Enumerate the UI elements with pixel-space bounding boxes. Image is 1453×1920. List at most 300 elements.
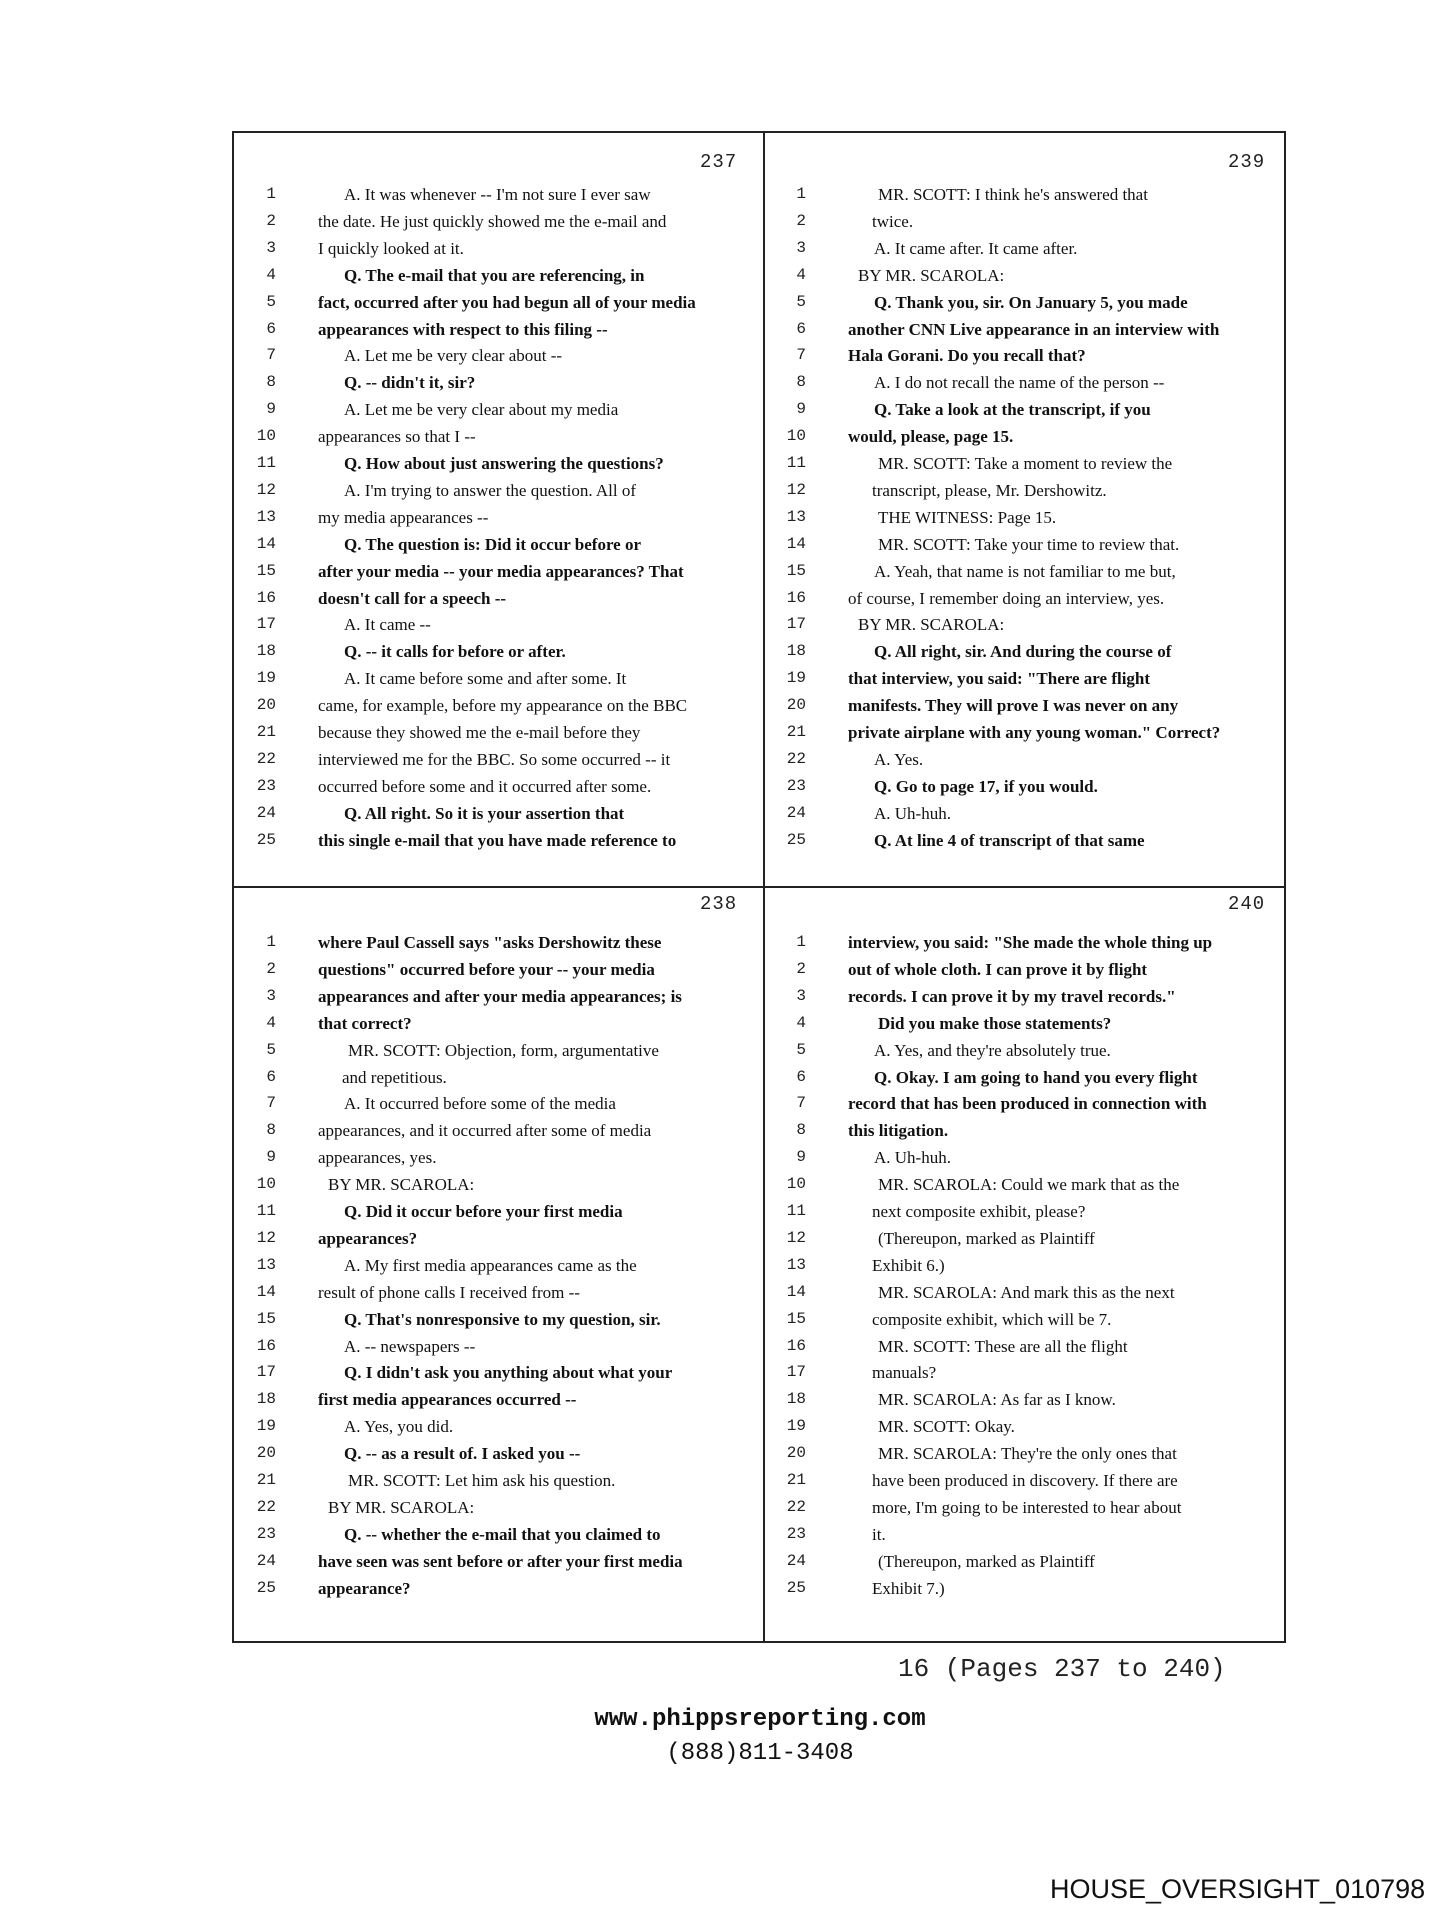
transcript-line <box>770 1548 1270 1575</box>
line-number: 22 <box>256 749 276 768</box>
line-text: Q. All right, sir. And during the course of <box>874 642 1172 662</box>
line-text: Q. -- as a result of. I asked you -- <box>344 1444 581 1464</box>
transcript-line <box>240 956 740 983</box>
line-text: came, for example, before my appearance on the BBC <box>318 696 688 716</box>
line-text: occurred before some and it occurred after some. <box>318 776 652 796</box>
line-text: this single e-mail that you have made reference to <box>318 830 677 850</box>
line-number: 18 <box>786 1390 806 1409</box>
transcript-line <box>240 665 740 692</box>
line-number: 6 <box>266 1067 276 1086</box>
line-text: Q. I didn't ask you anything about what your <box>344 1363 673 1383</box>
page-number: 240 <box>1228 893 1266 915</box>
line-text: (Thereupon, marked as Plaintiff <box>878 1228 1095 1248</box>
line-text: Q. Thank you, sir. On January 5, you made <box>874 292 1188 312</box>
line-number: 10 <box>256 1175 276 1194</box>
line-text: of course, I remember doing an interview, yes. <box>848 588 1165 608</box>
transcript-line <box>770 208 1270 235</box>
line-text: Q. Take a look at the transcript, if you <box>874 400 1151 420</box>
line-number: 19 <box>786 669 806 688</box>
transcript-line <box>770 956 1270 983</box>
line-text: A. Yes. <box>874 749 924 769</box>
line-text: appearances, yes. <box>318 1148 437 1168</box>
line-number: 20 <box>256 696 276 715</box>
line-text: next composite exhibit, please? <box>872 1202 1086 1221</box>
line-text: Q. All right. So it is your assertion that <box>344 803 625 823</box>
transcript-line <box>240 1010 740 1037</box>
transcript-line <box>770 746 1270 773</box>
line-text: MR. SCOTT: Okay. <box>878 1417 1015 1437</box>
line-number: 16 <box>256 588 276 607</box>
line-number: 9 <box>796 1148 806 1167</box>
line-number: 11 <box>786 1202 806 1220</box>
transcript-line <box>770 719 1270 746</box>
transcript-line <box>770 235 1270 262</box>
line-number: 10 <box>256 427 276 446</box>
line-text: interview, you said: "She made the whole thing up <box>848 933 1213 952</box>
transcript-line <box>770 477 1270 504</box>
line-number: 2 <box>266 211 276 230</box>
line-text: doesn't call for a speech -- <box>318 588 507 608</box>
transcript-line <box>770 1467 1270 1494</box>
transcript-line <box>240 1252 740 1279</box>
line-text: this litigation. <box>848 1121 949 1141</box>
line-number: 18 <box>256 642 276 661</box>
line-number: 12 <box>786 480 806 499</box>
line-text: where Paul Cassell says "asks Dershowitz these <box>318 933 662 952</box>
line-text: Q. The question is: Did it occur before or <box>344 534 642 554</box>
line-text: Q. The e-mail that you are referencing, in <box>344 265 645 285</box>
line-number: 19 <box>786 1417 806 1436</box>
line-number: 24 <box>786 803 806 822</box>
transcript-line <box>240 1440 740 1467</box>
transcript-line <box>240 1467 740 1494</box>
transcript-line <box>240 611 740 638</box>
transcript-line <box>770 800 1270 827</box>
transcript-line <box>770 289 1270 316</box>
transcript-line <box>240 262 740 289</box>
line-number: 1 <box>796 185 806 203</box>
transcript-line <box>240 1521 740 1548</box>
transcript-line <box>240 1333 740 1360</box>
line-number: 23 <box>256 776 276 795</box>
line-number: 25 <box>786 830 806 849</box>
line-text: MR. SCOTT: Objection, form, argumentative <box>348 1040 659 1060</box>
line-number: 2 <box>796 959 806 978</box>
line-number: 13 <box>786 507 806 526</box>
line-number: 5 <box>266 1040 276 1059</box>
line-number: 15 <box>786 1309 806 1328</box>
transcript-line <box>770 692 1270 719</box>
transcript-line <box>770 1494 1270 1521</box>
line-number: 23 <box>786 1524 806 1543</box>
line-text: Q. -- it calls for before or after. <box>344 642 566 662</box>
line-text: A. Let me be very clear about -- <box>344 346 563 366</box>
line-number: 9 <box>266 400 276 419</box>
line-number: 15 <box>256 1309 276 1328</box>
page-number: 239 <box>1228 151 1266 173</box>
line-number: 25 <box>256 830 276 849</box>
line-number: 24 <box>256 1551 276 1570</box>
line-text: MR. SCOTT: Take a moment to review the <box>878 454 1173 473</box>
transcript-line <box>240 235 740 262</box>
line-number: 1 <box>266 185 276 203</box>
horizontal-divider <box>232 886 1286 888</box>
line-text: Hala Gorani. Do you recall that? <box>848 346 1086 366</box>
transcript-line <box>240 208 740 235</box>
transcript-line <box>770 450 1270 477</box>
line-number: 1 <box>266 933 276 951</box>
transcript-line <box>240 1575 740 1602</box>
line-number: 3 <box>266 238 276 257</box>
line-text: have seen was sent before or after your first media <box>318 1551 683 1571</box>
line-text: Q. That's nonresponsive to my question, sir. <box>344 1309 661 1329</box>
line-text: fact, occurred after you had begun all of your media <box>318 292 696 312</box>
line-text: Did you make those statements? <box>878 1013 1112 1033</box>
transcript-line <box>770 1279 1270 1306</box>
line-number: 15 <box>256 561 276 580</box>
transcript-line <box>770 665 1270 692</box>
transcript-line <box>240 1117 740 1144</box>
line-number: 24 <box>786 1551 806 1570</box>
line-number: 25 <box>256 1578 276 1597</box>
transcript-line <box>240 423 740 450</box>
transcript-line <box>770 1386 1270 1413</box>
line-number: 12 <box>256 480 276 499</box>
line-number: 21 <box>786 723 806 741</box>
transcript-line <box>770 558 1270 585</box>
transcript-line <box>240 504 740 531</box>
line-text: Q. -- didn't it, sir? <box>344 373 476 393</box>
transcript-line <box>240 1548 740 1575</box>
line-number: 1 <box>796 933 806 951</box>
transcript-line <box>240 1279 740 1306</box>
line-text: after your media -- your media appearances? That <box>318 561 684 581</box>
transcript-line <box>770 1117 1270 1144</box>
line-text: MR. SCOTT: Take your time to review that. <box>878 534 1180 554</box>
transcript-line <box>770 531 1270 558</box>
line-text: MR. SCAROLA: As far as I know. <box>878 1390 1116 1410</box>
line-text: BY MR. SCAROLA: <box>858 615 1005 635</box>
line-number: 3 <box>796 986 806 1005</box>
line-text: THE WITNESS: Page 15. <box>878 507 1057 527</box>
line-number: 5 <box>266 292 276 311</box>
line-text: MR. SCAROLA: And mark this as the next <box>878 1282 1175 1302</box>
line-text: twice. <box>872 211 914 231</box>
line-number: 20 <box>786 1444 806 1463</box>
transcript-line <box>240 1225 740 1252</box>
transcript-line <box>240 1171 740 1198</box>
line-text: my media appearances -- <box>318 507 489 527</box>
line-number: 17 <box>256 1363 276 1382</box>
transcript-line <box>240 1198 740 1225</box>
line-text: record that has been produced in connection with <box>848 1094 1207 1114</box>
line-number: 4 <box>266 265 276 284</box>
line-number: 21 <box>256 723 276 741</box>
line-text: A. It came before some and after some. It <box>344 669 627 689</box>
transcript-line <box>240 316 740 343</box>
transcript-line <box>770 1171 1270 1198</box>
line-text: MR. SCOTT: I think he's answered that <box>878 185 1148 204</box>
transcript-line <box>240 1090 740 1117</box>
line-text: records. I can prove it by my travel records." <box>848 986 1176 1006</box>
line-number: 18 <box>256 1390 276 1409</box>
line-text: appearances? <box>318 1228 418 1248</box>
line-number: 6 <box>796 319 806 338</box>
footer-phone: (888)811-3408 <box>666 1740 854 1767</box>
line-number: 8 <box>266 373 276 392</box>
line-text: appearances, and it occurred after some of media <box>318 1121 652 1141</box>
line-number: 4 <box>796 265 806 284</box>
line-number: 5 <box>796 1040 806 1059</box>
transcript-line <box>240 369 740 396</box>
line-text: have been produced in discovery. If there are <box>872 1471 1178 1490</box>
line-number: 10 <box>786 427 806 446</box>
line-text: A. I'm trying to answer the question. All of <box>344 480 637 500</box>
transcript-line <box>240 342 740 369</box>
transcript-line <box>240 746 740 773</box>
line-number: 12 <box>786 1228 806 1247</box>
transcript-line <box>770 1037 1270 1064</box>
line-number: 16 <box>256 1336 276 1355</box>
transcript-line <box>240 1413 740 1440</box>
line-text: Q. Did it occur before your first media <box>344 1202 623 1221</box>
line-number: 14 <box>786 1282 806 1301</box>
transcript-line <box>240 1144 740 1171</box>
transcript-line <box>770 638 1270 665</box>
line-text: Exhibit 6.) <box>872 1255 945 1275</box>
line-number: 23 <box>786 776 806 795</box>
line-number: 22 <box>786 1497 806 1516</box>
line-text: A. Let me be very clear about my media <box>344 400 619 420</box>
transcript-line <box>240 800 740 827</box>
transcript-line <box>240 827 740 854</box>
line-number: 6 <box>266 319 276 338</box>
transcript-line <box>770 1413 1270 1440</box>
line-text: Q. At line 4 of transcript of that same <box>874 830 1145 850</box>
line-text: another CNN Live appearance in an interview with <box>848 319 1220 339</box>
transcript-line <box>770 1521 1270 1548</box>
line-number: 7 <box>266 1094 276 1113</box>
line-number: 9 <box>266 1148 276 1167</box>
line-number: 3 <box>266 986 276 1005</box>
line-text: A. I do not recall the name of the person -- <box>874 373 1165 393</box>
line-text: that interview, you said: "There are flight <box>848 669 1151 689</box>
line-number: 13 <box>256 1255 276 1274</box>
transcript-line <box>770 1198 1270 1225</box>
transcript-line <box>770 1333 1270 1360</box>
transcript-line <box>770 1575 1270 1602</box>
line-text: appearances so that I -- <box>318 427 476 447</box>
line-number: 3 <box>796 238 806 257</box>
transcript-line <box>240 773 740 800</box>
transcript-line <box>770 262 1270 289</box>
transcript-line <box>770 1306 1270 1333</box>
line-number: 19 <box>256 1417 276 1436</box>
line-text: I quickly looked at it. <box>318 238 464 258</box>
transcript-line <box>770 396 1270 423</box>
line-number: 16 <box>786 588 806 607</box>
line-number: 14 <box>256 1282 276 1301</box>
line-number: 17 <box>256 615 276 634</box>
transcript-line <box>770 181 1270 208</box>
transcript-line <box>770 929 1270 956</box>
transcript-line <box>770 1010 1270 1037</box>
line-text: A. It came -- <box>344 615 431 635</box>
transcript-line <box>770 1359 1270 1386</box>
transcript-line <box>770 1064 1270 1091</box>
line-number: 23 <box>256 1524 276 1543</box>
line-number: 22 <box>256 1497 276 1516</box>
line-number: 21 <box>786 1471 806 1489</box>
line-number: 22 <box>786 749 806 768</box>
line-text: would, please, page 15. <box>848 427 1014 447</box>
line-text: A. It was whenever -- I'm not sure I ever saw <box>344 185 651 204</box>
line-text: MR. SCAROLA: They're the only ones that <box>878 1444 1177 1464</box>
line-text: it. <box>872 1524 886 1544</box>
transcript-line <box>240 531 740 558</box>
transcript-line <box>770 1440 1270 1467</box>
line-number: 4 <box>266 1013 276 1032</box>
line-text: MR. SCOTT: These are all the flight <box>878 1336 1128 1356</box>
transcript-line <box>240 289 740 316</box>
line-text: out of whole cloth. I can prove it by flight <box>848 959 1148 979</box>
transcript-line <box>770 504 1270 531</box>
line-number: 8 <box>796 1121 806 1140</box>
line-text: Q. How about just answering the questions? <box>344 454 664 473</box>
transcript-line <box>770 316 1270 343</box>
transcript-line <box>240 181 740 208</box>
transcript-line <box>240 1386 740 1413</box>
line-number: 10 <box>786 1175 806 1194</box>
line-number: 12 <box>256 1228 276 1247</box>
line-text: composite exhibit, which will be 7. <box>872 1309 1112 1329</box>
transcript-line <box>240 1359 740 1386</box>
transcript-line <box>240 719 740 746</box>
line-number: 13 <box>786 1255 806 1274</box>
transcript-line <box>240 450 740 477</box>
line-number: 24 <box>256 803 276 822</box>
line-number: 14 <box>256 534 276 553</box>
line-text: A. Yes, and they're absolutely true. <box>874 1040 1111 1060</box>
line-text: because they showed me the e-mail before they <box>318 723 641 742</box>
line-number: 16 <box>786 1336 806 1355</box>
page-number: 238 <box>700 893 738 915</box>
transcript-line <box>770 423 1270 450</box>
line-number: 7 <box>796 346 806 365</box>
transcript-line <box>770 1144 1270 1171</box>
transcript-line <box>770 1225 1270 1252</box>
transcript-line <box>240 558 740 585</box>
line-number: 20 <box>256 1444 276 1463</box>
line-text: A. Uh-huh. <box>874 803 951 823</box>
transcript-line <box>770 611 1270 638</box>
line-text: questions" occurred before your -- your media <box>318 959 655 979</box>
transcript-line <box>240 585 740 612</box>
footer-page-range: 16 (Pages 237 to 240) <box>898 1654 1226 1684</box>
line-text: Q. -- whether the e-mail that you claimed to <box>344 1524 661 1544</box>
page-number: 237 <box>700 151 738 173</box>
line-number: 7 <box>266 346 276 365</box>
line-number: 5 <box>796 292 806 311</box>
line-text: BY MR. SCAROLA: <box>858 265 1005 285</box>
line-text: A. It came after. It came after. <box>874 238 1078 258</box>
transcript-line <box>240 1306 740 1333</box>
line-number: 4 <box>796 1013 806 1032</box>
transcript-line <box>240 396 740 423</box>
transcript-line <box>240 929 740 956</box>
line-number: 18 <box>786 642 806 661</box>
line-number: 15 <box>786 561 806 580</box>
line-text: Q. Okay. I am going to hand you every flight <box>874 1067 1198 1087</box>
line-text: MR. SCAROLA: Could we mark that as the <box>878 1175 1180 1195</box>
transcript-line <box>770 983 1270 1010</box>
transcript-line <box>240 983 740 1010</box>
transcript-line <box>240 692 740 719</box>
transcript-line <box>770 773 1270 800</box>
line-text: BY MR. SCAROLA: <box>328 1497 475 1517</box>
line-text: appearances with respect to this filing -- <box>318 319 608 339</box>
line-text: the date. He just quickly showed me the e-mail and <box>318 211 667 231</box>
transcript-line <box>240 638 740 665</box>
line-number: 8 <box>796 373 806 392</box>
line-number: 9 <box>796 400 806 419</box>
line-text: (Thereupon, marked as Plaintiff <box>878 1551 1095 1571</box>
transcript-line <box>770 1090 1270 1117</box>
line-text: Exhibit 7.) <box>872 1578 945 1598</box>
line-number: 11 <box>256 1202 276 1220</box>
line-text: appearances and after your media appearances; is <box>318 986 682 1006</box>
footer-website: www.phippsreporting.com <box>594 1706 926 1733</box>
transcript-line <box>240 1037 740 1064</box>
line-number: 21 <box>256 1471 276 1489</box>
transcript-line <box>770 342 1270 369</box>
line-text: A. Yeah, that name is not familiar to me but, <box>874 561 1176 581</box>
line-text: Q. Go to page 17, if you would. <box>874 776 1098 796</box>
line-text: appearance? <box>318 1578 411 1598</box>
line-number: 2 <box>796 211 806 230</box>
line-text: transcript, please, Mr. Dershowitz. <box>872 480 1107 500</box>
line-number: 19 <box>256 669 276 688</box>
line-number: 11 <box>256 454 276 472</box>
bates-number: HOUSE_OVERSIGHT_010798 <box>1050 1874 1426 1904</box>
line-text: and repetitious. <box>342 1067 447 1087</box>
transcript-line <box>240 477 740 504</box>
line-text: that correct? <box>318 1013 412 1033</box>
line-text: manifests. They will prove I was never on any <box>848 696 1179 716</box>
line-number: 17 <box>786 615 806 634</box>
line-text: result of phone calls I received from -- <box>318 1282 580 1302</box>
line-text: manuals? <box>872 1363 937 1383</box>
line-number: 13 <box>256 507 276 526</box>
line-text: A. It occurred before some of the media <box>344 1094 616 1114</box>
line-number: 17 <box>786 1363 806 1382</box>
line-text: A. Uh-huh. <box>874 1148 951 1168</box>
transcript-line <box>770 369 1270 396</box>
transcript-line <box>770 827 1270 854</box>
transcript-line <box>240 1064 740 1091</box>
line-number: 7 <box>796 1094 806 1113</box>
line-number: 11 <box>786 454 806 472</box>
line-number: 2 <box>266 959 276 978</box>
line-number: 14 <box>786 534 806 553</box>
line-text: more, I'm going to be interested to hear about <box>872 1497 1182 1517</box>
line-number: 25 <box>786 1578 806 1597</box>
line-text: A. My first media appearances came as the <box>344 1255 637 1275</box>
line-number: 6 <box>796 1067 806 1086</box>
line-number: 8 <box>266 1121 276 1140</box>
line-text: MR. SCOTT: Let him ask his question. <box>348 1471 616 1490</box>
line-text: first media appearances occurred -- <box>318 1390 577 1410</box>
